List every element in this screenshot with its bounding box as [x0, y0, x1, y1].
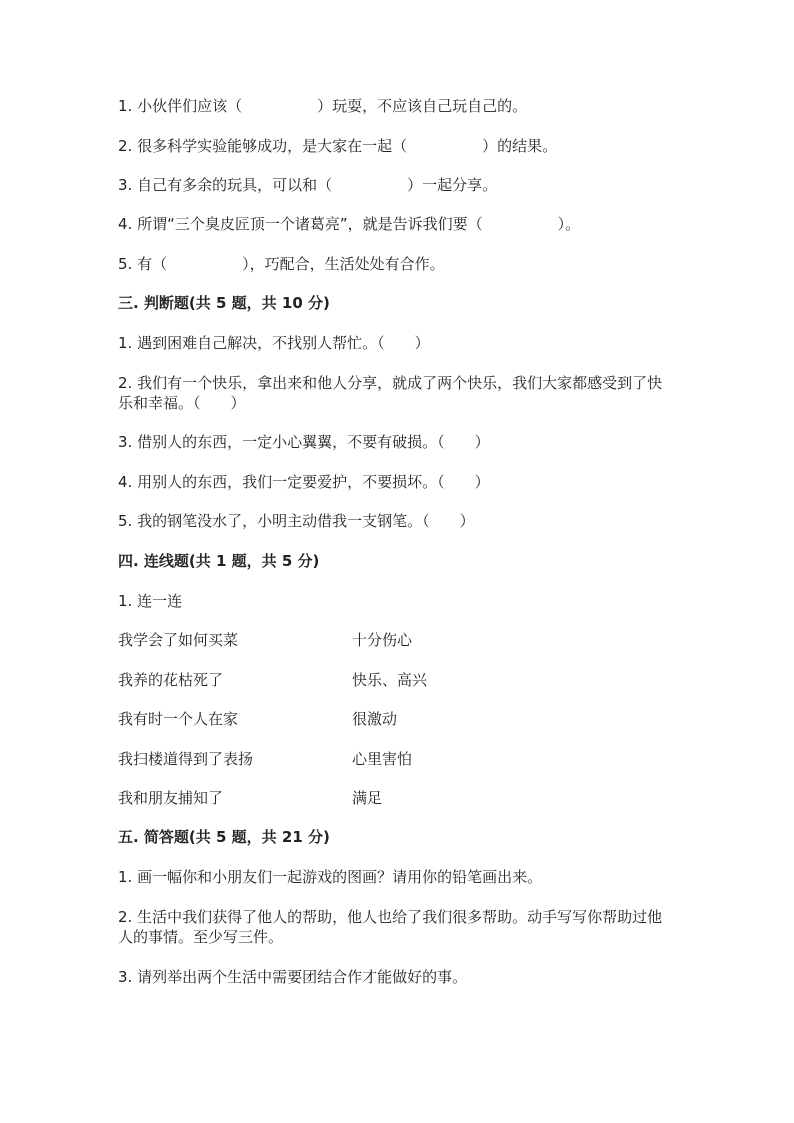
- matching-right-item-4: 心里害怕: [352, 750, 413, 768]
- judgement-item-2: 2. 我们有一个快乐，拿出来和他人分享，就成了两个快乐，我们大家都感受到了快乐和幸福。（ ）: [118, 374, 663, 412]
- fill-blank-item-5: 5. 有（ ），巧配合，生活处处有合作。: [118, 255, 445, 273]
- short-answer-item-1: 1. 画一幅你和小朋友们一起游戏的图画？请用你的铅笔画出来。: [118, 868, 543, 886]
- fill-blank-item-2: 2. 很多科学实验能够成功，是大家在一起（ ）的结果。: [118, 137, 558, 155]
- fill-blank-item-1: 1. 小伙伴们应该（ ）玩耍，不应该自己玩自己的。: [118, 97, 528, 115]
- fill-blank-item-3: 3. 自己有多余的玩具，可以和（ ）一起分享。: [118, 176, 498, 194]
- short-answer-section-title: 五. 简答题(共 5 题，共 21 分): [118, 828, 330, 846]
- matching-left-item-4: 我扫楼道得到了表扬: [118, 750, 254, 768]
- matching-right-item-1: 十分伤心: [352, 631, 413, 649]
- matching-right-item-2: 快乐、高兴: [352, 671, 428, 689]
- matching-section-title: 四. 连线题(共 1 题，共 5 分): [118, 552, 320, 570]
- short-answer-item-2: 2. 生活中我们获得了他人的帮助，他人也给了我们很多帮助。动手写写你帮助过他人的事情。至少写三件。: [118, 908, 663, 946]
- matching-right-item-3: 很激动: [352, 710, 398, 728]
- matching-question: 1. 连一连: [118, 592, 183, 610]
- matching-left-item-1: 我学会了如何买菜: [118, 631, 239, 649]
- matching-left-item-2: 我养的花枯死了: [118, 671, 224, 689]
- judgement-section-title: 三. 判断题(共 5 题，共 10 分): [118, 294, 330, 312]
- matching-right-item-5: 满足: [352, 789, 383, 807]
- judgement-item-1: 1. 遇到困难自己解决，不找别人帮忙。（ ）: [118, 334, 430, 352]
- matching-left-item-5: 我和朋友捕知了: [118, 789, 224, 807]
- matching-left-item-3: 我有时一个人在家: [118, 710, 239, 728]
- judgement-item-4: 4. 用别人的东西，我们一定要爱护，不要损坏。（ ）: [118, 473, 490, 491]
- fill-blank-item-4: 4. 所谓“三个臭皮匠顶一个诸葛亮”，就是告诉我们要（ ）。: [118, 215, 581, 233]
- short-answer-item-3: 3. 请列举出两个生活中需要团结合作才能做好的事。: [118, 968, 468, 986]
- judgement-item-3: 3. 借别人的东西，一定小心翼翼，不要有破损。（ ）: [118, 433, 490, 451]
- judgement-item-5: 5. 我的钢笔没水了，小明主动借我一支钢笔。（ ）: [118, 512, 475, 530]
